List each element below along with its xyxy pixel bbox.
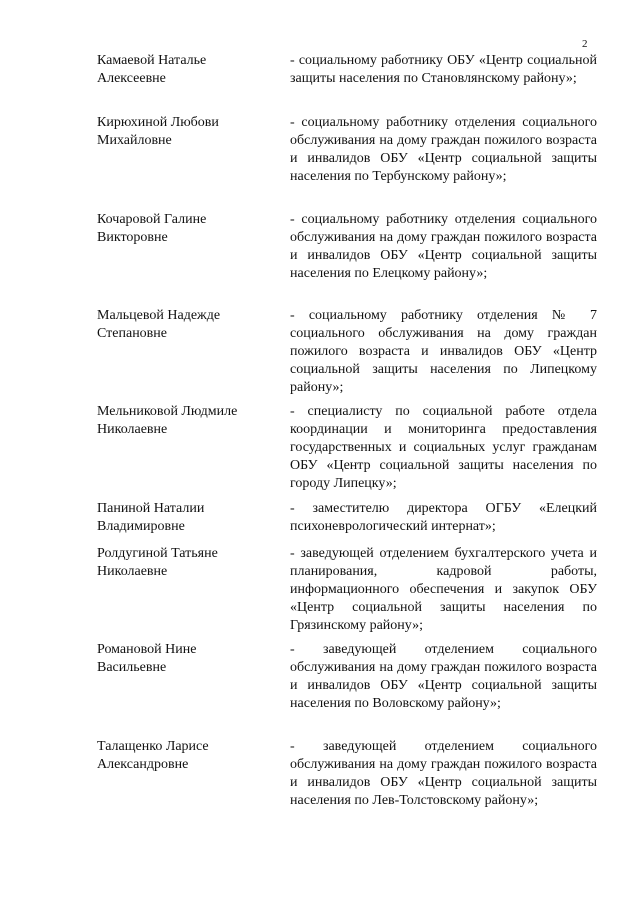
recipient-patronymic: Александровне <box>97 757 189 772</box>
recipient-position: - специалисту по социальной работе отдела координации и мониторинга предоставления государственных и социальных услуг гражданам ОБУ «Центр социальной защиты населения по городу Липецку»; <box>290 404 597 491</box>
recipient-name <box>97 641 277 677</box>
recipient-patronymic: Николаевне <box>97 564 168 579</box>
recipient-surname-first: Камаевой Наталье <box>97 53 207 68</box>
recipient-name <box>97 500 277 536</box>
recipient-position: - заведующей отделением социального обслуживания на дому граждан пожилого возраста и инвалидов ОБУ «Центр социальной защиты населения по Лев-Толстовскому району»; <box>290 739 597 808</box>
recipient-surname-first: Романовой Нине <box>97 642 197 657</box>
recipient-surname-first: Ролдугиной Татьяне <box>97 546 218 561</box>
recipient-position: - заведующей отделением социального обслуживания на дому граждан пожилого возраста и инвалидов ОБУ «Центр социальной защиты населения по Воловскому району»; <box>290 642 597 711</box>
recipient-name <box>97 403 277 439</box>
recipient-surname-first: Мальцевой Надежде <box>97 308 221 323</box>
recipient-position: - заместителю директора ОГБУ «Елецкий психоневрологический интернат»; <box>290 501 597 534</box>
recipient-name <box>97 52 277 88</box>
recipient-name <box>97 114 277 150</box>
recipient-patronymic: Васильевне <box>97 660 167 675</box>
recipient-patronymic: Викторовне <box>97 230 168 245</box>
recipient-name <box>97 545 277 581</box>
recipient-patronymic: Владимировне <box>97 519 185 534</box>
recipient-surname-first: Кочаровой Галине <box>97 212 207 227</box>
recipient-name <box>97 211 277 247</box>
recipient-position: - социальному работнику отделения социального обслуживания на дому граждан пожилого возраста и инвалидов ОБУ «Центр социальной защиты населения по Елецкому району»; <box>290 212 597 281</box>
recipient-surname-first: Паниной Наталии <box>97 501 205 516</box>
recipient-position: - социальному работнику ОБУ «Центр социальной защиты населения по Становлянскому району»; <box>290 53 597 86</box>
recipient-patronymic: Николаевне <box>97 422 168 437</box>
recipient-position: - заведующей отделением бухгалтерского учета и планирования, кадровой работы, информационного обеспечения и закупок ОБУ «Центр социальной защиты населения по Грязинскому району»; <box>290 546 597 633</box>
recipient-surname-first: Талащенко Ларисе <box>97 739 209 754</box>
recipient-name <box>97 738 277 774</box>
recipient-surname-first: Кирюхиной Любови <box>97 115 219 130</box>
recipient-name <box>97 307 277 343</box>
recipient-patronymic: Михайловне <box>97 133 172 148</box>
recipient-patronymic: Алексеевне <box>97 71 166 86</box>
recipient-position: - социальному работнику отделения социального обслуживания на дому граждан пожилого возраста и инвалидов ОБУ «Центр социальной защиты населения по Тербунскому району»; <box>290 115 597 184</box>
recipient-surname-first: Мельниковой Людмиле <box>97 404 238 419</box>
recipient-position: - социальному работнику отделения № 7 социального обслуживания на дому граждан пожилого возраста и инвалидов ОБУ «Центр социальной защиты населения по Липецкому району»; <box>290 308 597 395</box>
page-number: 2 <box>582 38 588 50</box>
recipient-patronymic: Степановне <box>97 326 167 341</box>
